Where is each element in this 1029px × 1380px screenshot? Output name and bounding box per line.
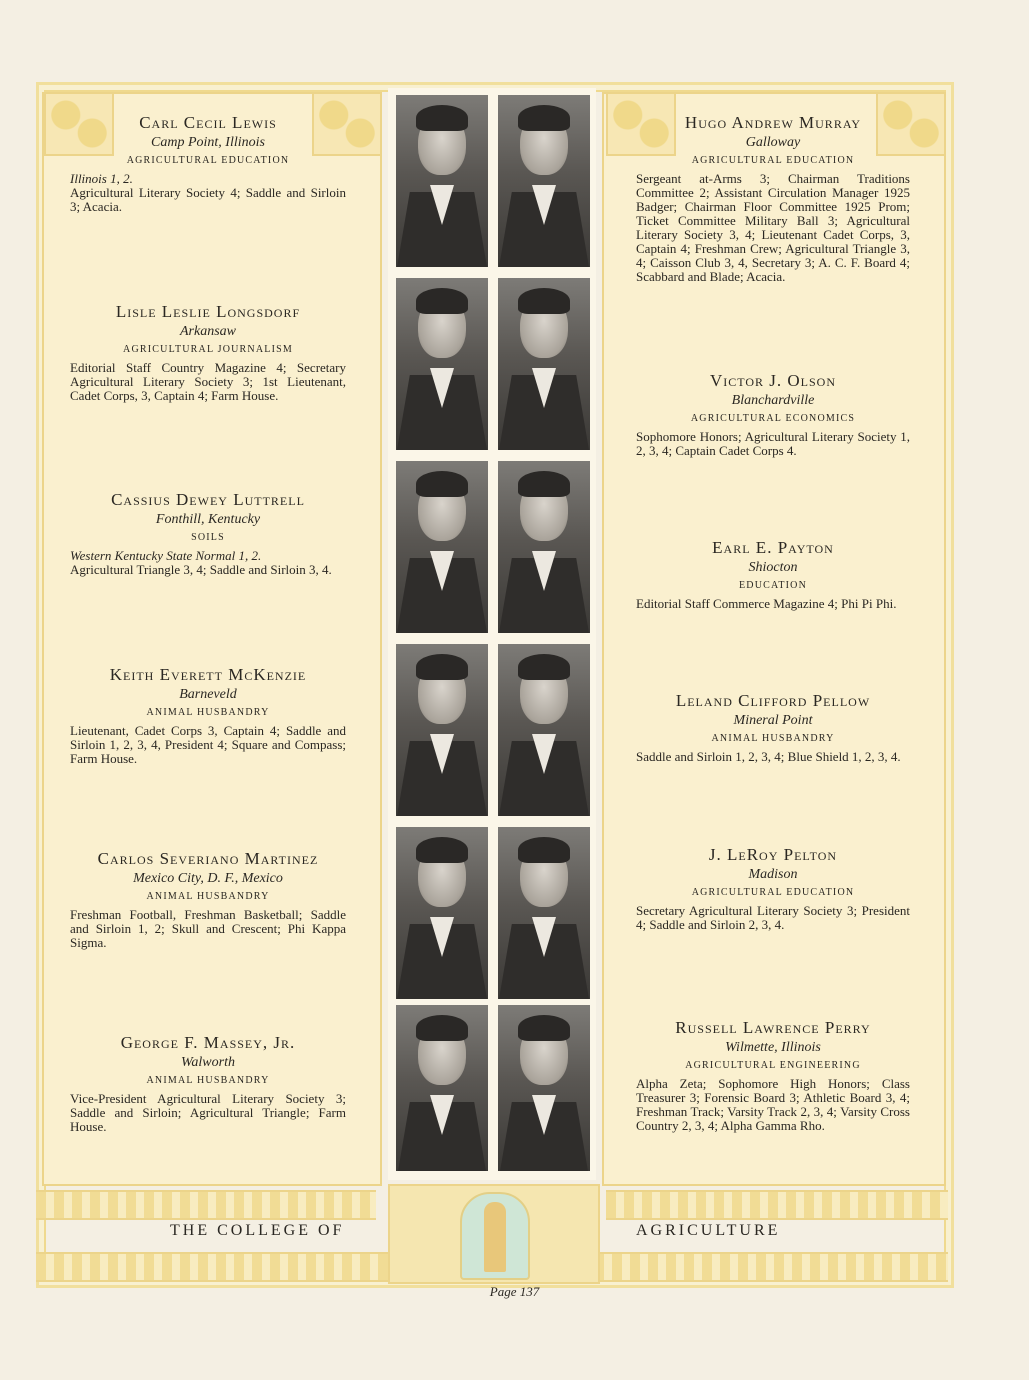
portrait-photo xyxy=(498,644,590,816)
student-name: Victor J. Olson xyxy=(709,371,837,390)
student-entry xyxy=(70,665,346,766)
student-department: ANIMAL HUSBANDRY xyxy=(711,733,835,744)
statue-icon xyxy=(460,1192,530,1280)
portrait-photo xyxy=(396,1005,488,1171)
student-department: ANIMAL HUSBANDRY xyxy=(146,891,270,902)
student-name: Carl Cecil Lewis xyxy=(139,113,277,132)
student-name: Cassius Dewey Luttrell xyxy=(111,490,305,509)
portrait-photo xyxy=(498,1005,590,1171)
portrait-photo xyxy=(396,461,488,633)
student-hometown: Camp Point, Illinois xyxy=(151,135,265,150)
portrait-photo xyxy=(498,827,590,999)
student-hometown: Mexico City, D. F., Mexico xyxy=(133,871,283,886)
decorative-band xyxy=(36,1190,376,1220)
student-activities: Sophomore Honors; Agricultural Literary Society 1, 2, 3, 4; Captain Cadet Corps 4. xyxy=(636,429,910,458)
student-hometown: Blanchardville xyxy=(731,393,815,408)
student-hometown: Arkansaw xyxy=(180,324,236,339)
student-activities: Saddle and Sirloin 1, 2, 3, 4; Blue Shield 1, 2, 3, 4. xyxy=(636,749,901,764)
portrait-photo xyxy=(498,278,590,450)
student-name: Hugo Andrew Murray xyxy=(684,113,862,132)
student-hometown: Fonthill, Kentucky xyxy=(155,512,261,527)
student-previous-school: Western Kentucky State Normal 1, 2. xyxy=(70,548,262,563)
student-name: Russell Lawrence Perry xyxy=(675,1018,871,1037)
student-entry xyxy=(636,1018,910,1133)
student-name: Lisle Leslie Longsdorf xyxy=(115,302,301,321)
student-activities: Editorial Staff Commerce Magazine 4; Phi Pi Phi. xyxy=(636,596,897,611)
student-department: AGRICULTURAL EDUCATION xyxy=(126,155,290,166)
student-activities: Agricultural Literary Society 4; Saddle and Sirloin 3; Acacia. xyxy=(70,185,346,214)
student-name: Leland Clifford Pellow xyxy=(675,691,871,710)
student-name: J. LeRoy Pelton xyxy=(708,845,838,864)
student-entry xyxy=(70,1033,346,1134)
student-activities: Alpha Zeta; Sophomore High Honors; Class Treasurer 3; Forensic Board 3; Athletic Board 3, 4; Freshman Track; Varsity Track 2, 3, 4; Varsity Cross Country 2, 3, 4; Alpha Gamma Rho. xyxy=(636,1076,910,1133)
decorative-band xyxy=(606,1190,948,1220)
student-entry xyxy=(636,371,910,458)
footer-right-title: AGRICULTURE xyxy=(636,1222,781,1239)
student-hometown: Mineral Point xyxy=(733,713,813,728)
portrait-photo xyxy=(396,644,488,816)
student-entry xyxy=(636,845,910,932)
portrait-photo xyxy=(498,95,590,267)
student-department: ANIMAL HUSBANDRY xyxy=(146,707,270,718)
center-emblem xyxy=(388,1184,600,1284)
student-activities: Agricultural Triangle 3, 4; Saddle and Sirloin 3, 4. xyxy=(70,562,332,577)
student-department: SOILS xyxy=(191,532,225,543)
student-department: AGRICULTURAL ENGINEERING xyxy=(685,1060,861,1071)
student-entry xyxy=(70,490,346,577)
student-activities: Freshman Football, Freshman Basketball; Saddle and Sirloin 1, 2; Skull and Crescent; Phi Kappa Sigma. xyxy=(70,907,346,950)
student-department: EDUCATION xyxy=(738,580,808,591)
student-hometown: Barneveld xyxy=(179,687,237,702)
student-entry xyxy=(636,691,910,764)
student-activities: Vice-President Agricultural Literary Society 3; Saddle and Sirloin; Agricultural Triangle; Farm House. xyxy=(70,1091,346,1134)
student-entry xyxy=(70,113,346,214)
student-name: Earl E. Payton xyxy=(712,538,834,557)
footer-left-title: THE COLLEGE OF xyxy=(170,1222,345,1239)
student-activities: Secretary Agricultural Literary Society 3; President 4; Saddle and Sirloin 2, 3, 4. xyxy=(636,903,910,932)
portrait-photo xyxy=(396,95,488,267)
student-hometown: Walworth xyxy=(181,1055,235,1070)
portrait-photo xyxy=(498,461,590,633)
left-panel xyxy=(42,92,382,1186)
page-number: Page 137 xyxy=(489,1284,540,1299)
student-department: ANIMAL HUSBANDRY xyxy=(146,1075,270,1086)
student-hometown: Galloway xyxy=(745,135,801,150)
student-entry xyxy=(636,113,910,284)
student-name: Carlos Severiano Martinez xyxy=(97,849,319,868)
student-department: AGRICULTURAL EDUCATION xyxy=(691,155,855,166)
portrait-photo xyxy=(396,827,488,999)
student-activities: Lieutenant, Cadet Corps 3, Captain 4; Saddle and Sirloin 1, 2, 3, 4, President 4; Square and Compass; Farm House. xyxy=(70,723,346,766)
student-hometown: Shiocton xyxy=(748,560,798,575)
student-entry xyxy=(636,538,910,611)
student-name: Keith Everett McKenzie xyxy=(109,665,307,684)
student-name: George F. Massey, Jr. xyxy=(120,1033,296,1052)
student-department: AGRICULTURAL ECONOMICS xyxy=(690,413,856,424)
student-entry xyxy=(70,849,346,950)
student-entry xyxy=(70,302,346,403)
student-hometown: Wilmette, Illinois xyxy=(725,1040,821,1055)
student-hometown: Madison xyxy=(748,867,798,882)
student-department: AGRICULTURAL EDUCATION xyxy=(691,887,855,898)
student-activities: Editorial Staff Country Magazine 4; Secretary Agricultural Literary Society 3; 1st Lieutenant, Cadet Corps, 3, Captain 4; Farm House. xyxy=(70,360,346,403)
student-previous-school: Illinois 1, 2. xyxy=(70,171,133,186)
portrait-photo xyxy=(396,278,488,450)
student-activities: Sergeant at-Arms 3; Chairman Traditions Committee 2; Assistant Circulation Manager 1925 Badger; Chairman Floor Committee 1925 Prom; Ticket Committee Military Ball 3; Agricultural Literary Society 3, 4; Lieutenant Cadet Corps, 3, Captain 4; Freshman Crew; Agricultural Triangle 3, 4; Caisson Club 3, 4, Secretary 3; A. C. F. Board 4; Scabbard and Blade; Acacia. xyxy=(636,171,910,284)
student-department: AGRICULTURAL JOURNALISM xyxy=(123,344,293,355)
